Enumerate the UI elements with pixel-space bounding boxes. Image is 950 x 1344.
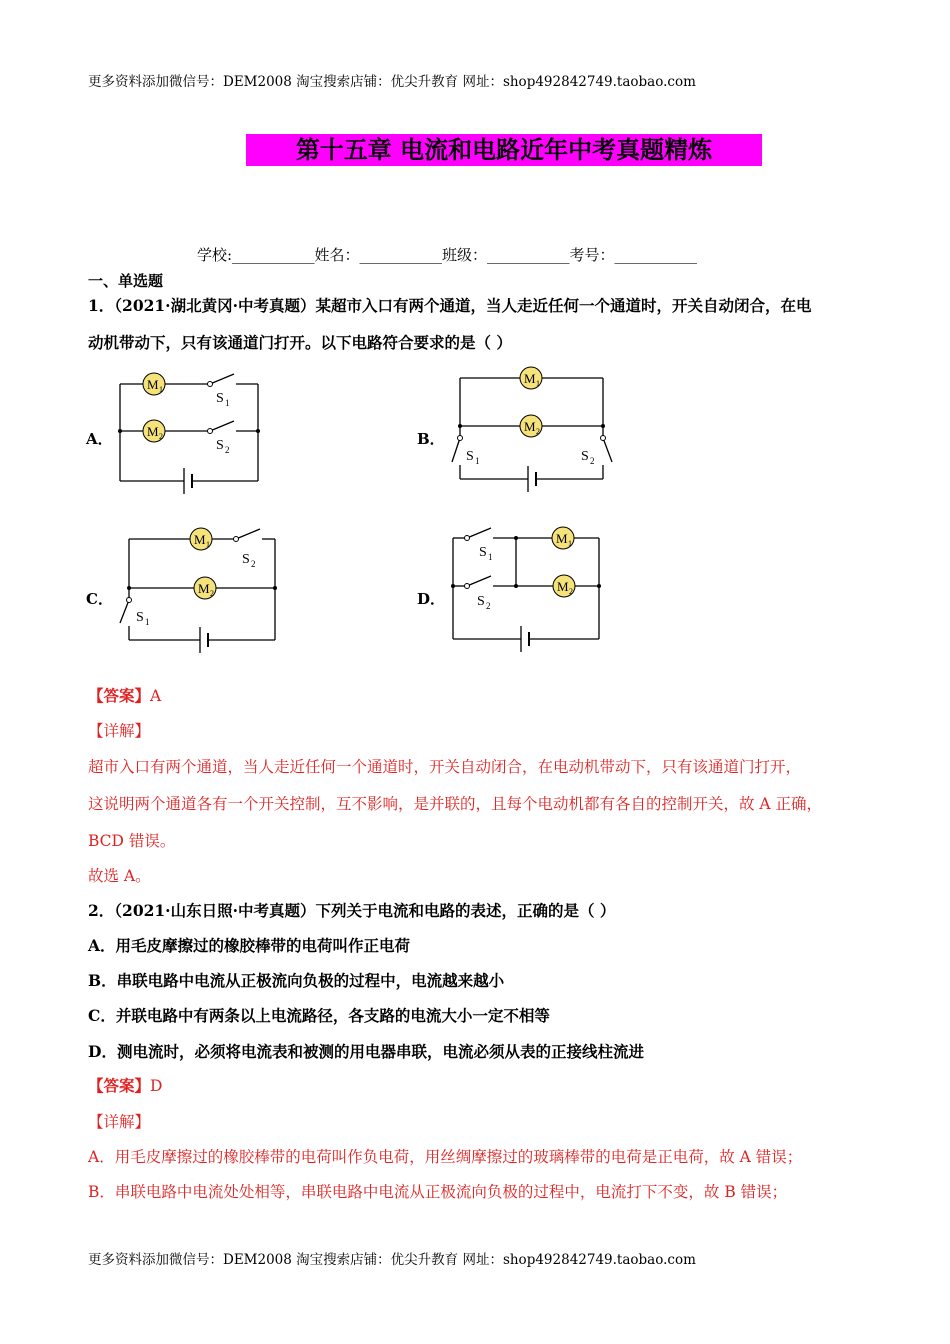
switch-s1-label: S — [216, 391, 224, 406]
q2-option-c: C．并联电路中有两条以上电流路径，各支路的电流大小一定不相等 — [88, 1006, 550, 1025]
motor-m2-sub: 2 — [210, 589, 214, 598]
page-footer: 更多资料添加微信号：DEM2008 淘宝搜索店铺：优尖升教育 网址：shop492842749.taobao.com — [88, 1252, 696, 1268]
switch-s1-sub: 1 — [488, 552, 493, 562]
q1-detail-line3: BCD 错误。 — [88, 832, 176, 850]
q2-answer-value: D — [150, 1077, 163, 1095]
q2-detail-b: B．串联电路中电流处处相等，串联电路中电流从正极流向负极的过程中，电流打下不变，故 B 错误； — [88, 1183, 788, 1201]
q1-stem-line2: 动机带动下，只有该通道门打开。以下电路符合要求的是（ ） — [88, 333, 512, 352]
circuit-diagram-c — [112, 522, 282, 662]
q1-option-c-label: C． — [86, 590, 113, 608]
q2-detail-label: 【详解】 — [88, 1113, 151, 1131]
q1-answer-value: A — [150, 687, 162, 705]
switch-s1-sub: 1 — [145, 617, 150, 627]
switch-s1-label: S — [136, 610, 144, 625]
q2-stem: 2．（2021·山东日照·中考真题）下列关于电流和电路的表述，正确的是（ ） — [88, 901, 616, 920]
switch-s2-label: S — [581, 449, 589, 464]
q1-option-b-label: B． — [417, 430, 445, 448]
motor-m1-sub: 1 — [536, 379, 540, 388]
motor-m1-sub: 1 — [159, 385, 163, 394]
switch-s2-label: S — [242, 552, 250, 567]
switch-s2-label: S — [477, 594, 485, 609]
motor-m2-sub: 2 — [569, 587, 573, 596]
switch-s2-sub: 2 — [486, 601, 491, 611]
q2-answer-label: 【答案】 — [88, 1076, 151, 1095]
motor-m1-label: M — [556, 531, 568, 546]
motor-m2-label: M — [557, 579, 569, 594]
motor-m2-sub: 2 — [536, 427, 540, 436]
q1-conclusion: 故选 A。 — [88, 867, 151, 885]
q1-detail-label: 【详解】 — [88, 722, 151, 740]
q1-answer — [88, 684, 161, 706]
switch-s1-sub: 1 — [225, 398, 230, 408]
page-title: 第十五章 电流和电路近年中考真题精炼 — [246, 134, 762, 166]
motor-m2-label: M — [198, 581, 210, 596]
student-info-line: 学校:___________姓名：___________班级：___________考号：___________ — [197, 246, 698, 264]
q2-option-b: B．串联电路中电流从正极流向负极的过程中，电流越来越小 — [88, 971, 505, 990]
q1-option-a-label: A． — [86, 430, 113, 448]
q1-option-d-label: D． — [417, 590, 446, 608]
circuit-diagram-b — [450, 366, 620, 501]
q2-option-d: D．测电流时，必须将电流表和被测的用电器串联，电流必须从表的正接线柱流进 — [88, 1042, 644, 1061]
page-header: 更多资料添加微信号：DEM2008 淘宝搜索店铺：优尖升教育 网址：shop492842749.taobao.com — [88, 74, 696, 90]
switch-s1-label: S — [479, 545, 487, 560]
q2-answer — [88, 1074, 162, 1096]
switch-s2-sub: 2 — [590, 456, 595, 466]
section-heading: 一、单选题 — [88, 272, 164, 290]
q1-detail-line2: 这说明两个通道各有一个开关控制，互不影响，是并联的，且每个电动机都有各自的控制开关，故 A 正确， — [88, 795, 823, 813]
motor-m2-label: M — [524, 419, 536, 434]
switch-s1-label: S — [466, 449, 474, 464]
motor-m2-label: M — [147, 424, 159, 439]
motor-m1-label: M — [194, 532, 206, 547]
motor-m1-label: M — [147, 377, 159, 392]
switch-s2-label: S — [216, 438, 224, 453]
motor-m1-sub: 1 — [206, 540, 210, 549]
q1-detail-line1: 超市入口有两个通道，当人走近任何一个通道时，开关自动闭合，在电动机带动下，只有该通道门打开， — [88, 758, 802, 776]
q1-answer-label: 【答案】 — [88, 686, 151, 705]
motor-m2-sub: 2 — [159, 432, 163, 441]
switch-s2-sub: 2 — [251, 559, 256, 569]
q2-option-a: A．用毛皮摩擦过的橡胶棒带的电荷叫作正电荷 — [88, 936, 411, 955]
circuit-diagram-a — [110, 368, 270, 503]
switch-s2-sub: 2 — [225, 445, 230, 455]
q1-stem-line1: 1．（2021·湖北黄冈·中考真题）某超市入口有两个通道，当人走近任何一个通道时，开关自动闭合，在电 — [88, 296, 812, 315]
motor-m1-sub: 1 — [568, 539, 572, 548]
motor-m1-label: M — [524, 371, 536, 386]
q2-detail-a: A．用毛皮摩擦过的橡胶棒带的电荷叫作负电荷，用丝绸摩擦过的玻璃棒带的电荷是正电荷，故 A 错误； — [88, 1148, 803, 1166]
circuit-diagram-d — [445, 520, 610, 660]
switch-s1-sub: 1 — [475, 456, 480, 466]
